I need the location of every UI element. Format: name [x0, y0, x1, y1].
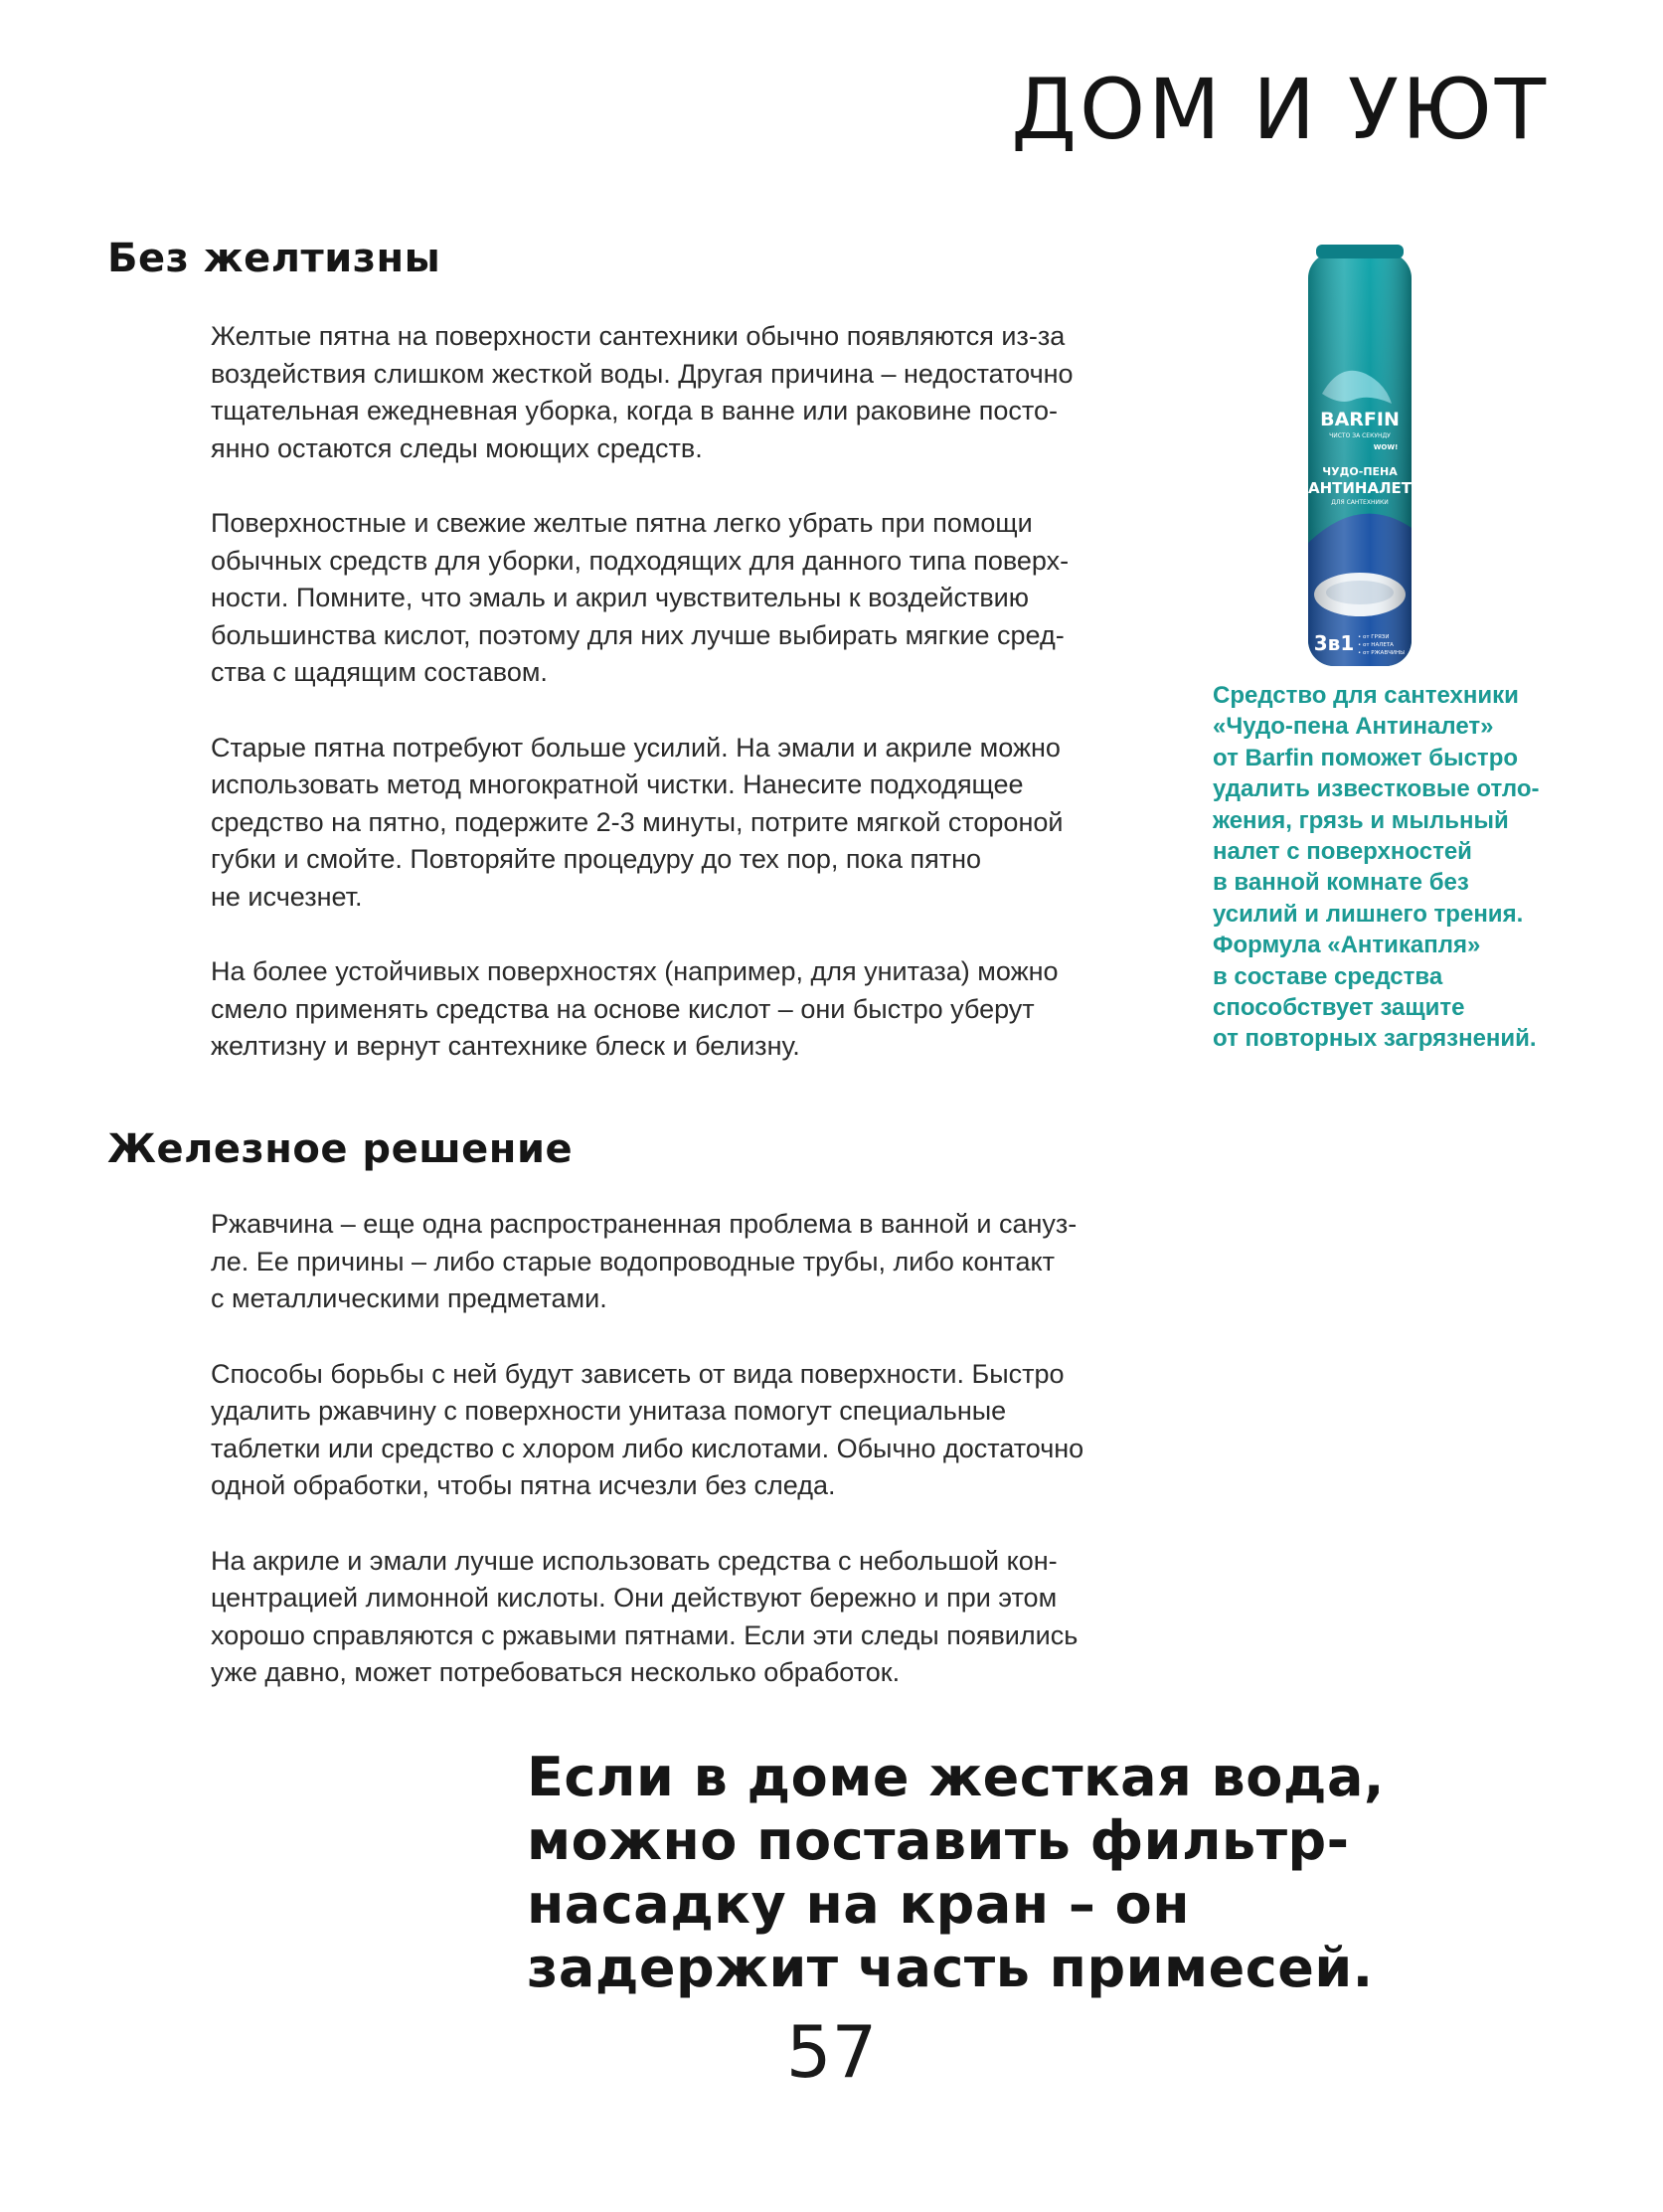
product-badge-line: • от ГРЯЗИ: [1358, 634, 1390, 640]
product-caption: [1213, 680, 1630, 1055]
text-line: янно остаются следы моющих средств.: [211, 432, 703, 463]
text-line: ности. Помните, что эмаль и акрил чувствительны к воздействию: [211, 583, 1029, 612]
product-spray-can-image: [1300, 245, 1419, 670]
product-badge-line: • от РЖАВЧИНЫ: [1358, 650, 1405, 656]
text-line: смело применять средства на основе кислот – они быстро уберут: [211, 993, 1035, 1024]
text-line: Желтые пятна на поверхности сантехники обычно появляются из-за: [211, 321, 1066, 351]
page-number: 57: [785, 2010, 878, 2094]
product-name-line2: АНТИНАЛЕТ: [1307, 479, 1413, 497]
text-line: хорошо справляются с ржавыми пятнами. Если эти следы появились: [211, 1619, 1079, 1650]
text-line: с металлическими предметами.: [211, 1283, 607, 1313]
paragraph: [211, 318, 1175, 467]
text-line: уже давно, может потребоваться несколько обработок.: [211, 1657, 901, 1687]
product-tagline-text: ЧИСТО ЗА СЕКУНДУ: [1329, 432, 1391, 439]
caption-line: усилий и лишнего трения.: [1213, 900, 1524, 928]
text-line: ле. Ее причины – либо старые водопроводные трубы, либо контакт: [211, 1246, 1055, 1276]
text-line: Старые пятна потребуют больше усилий. На эмали и акриле можно: [211, 732, 1061, 763]
text-line: Поверхностные и свежие желтые пятна легко убрать при помощи: [211, 508, 1033, 538]
caption-line: способствует защите: [1213, 994, 1465, 1022]
text-line: На акриле и эмали лучше использовать средства с небольшой кон-: [211, 1545, 1058, 1576]
caption-line: от Barfin поможет быстро: [1213, 744, 1519, 771]
caption-line: в составе средства: [1213, 962, 1443, 990]
product-name-line3: ДЛЯ САНТЕХНИКИ: [1331, 499, 1389, 506]
paragraph: [211, 1543, 1175, 1692]
paragraph: [211, 730, 1175, 917]
text-line: не исчезнет.: [211, 881, 363, 912]
caption-line: налет с поверхностей: [1213, 838, 1472, 866]
product-name-line1: ЧУДО-ПЕНА: [1322, 465, 1398, 478]
text-line: таблетки или средство с хлором либо кислотами. Обычно достаточно: [211, 1433, 1084, 1463]
caption-line: Средство для сантехники: [1213, 682, 1519, 709]
text-line: воздействия слишком жесткой воды. Другая причина – недостаточно: [211, 358, 1074, 389]
text-line: большинства кислот, поэтому для них лучше выбирать мягкие сред-: [211, 619, 1065, 650]
text-line: средство на пятно, подержите 2-3 минуты, потрите мягкой стороной: [211, 806, 1064, 837]
text-line: ства с щадящим составом.: [211, 657, 548, 687]
quote-line: можно поставить фильтр-: [527, 1809, 1350, 1872]
text-line: тщательная ежедневная уборка, когда в ванне или раковине посто-: [211, 396, 1058, 425]
paragraph: [211, 1356, 1175, 1505]
text-line: обычных средств для уборки, подходящих для данного типа поверх-: [211, 545, 1070, 576]
text-line: одной обработки, чтобы пятна исчезли без следа.: [211, 1470, 836, 1500]
article-body-yellowness: [211, 318, 1175, 1104]
text-line: Ржавчина – еще одна распространенная проблема в ванной и сануз-: [211, 1209, 1078, 1239]
text-line: губки и смойте. Повторяйте процедуру до тех пор, пока пятно: [211, 844, 981, 874]
product-wow-text: WOW!: [1373, 443, 1399, 451]
quote-line: задержит часть примесей.: [527, 1937, 1374, 1999]
text-line: Способы борьбы с ней будут зависеть от вида поверхности. Быстро: [211, 1358, 1065, 1389]
product-badge-text: 3в1: [1313, 631, 1355, 655]
quote-line: Если в доме жесткая вода,: [527, 1746, 1385, 1808]
heading-iron-solution: Железное решение: [107, 1126, 574, 1172]
article-body-rust: [211, 1206, 1175, 1730]
text-line: удалить ржавчину с поверхности унитаза помогут специальные: [211, 1396, 1007, 1426]
caption-line: Формула «Антикапля»: [1213, 932, 1481, 959]
product-brand-text: BARFIN: [1320, 409, 1400, 430]
caption-line: в ванной комнате без: [1213, 869, 1469, 897]
pull-quote: [527, 1746, 1620, 2000]
product-badge-line: • от НАЛЕТА: [1358, 642, 1394, 648]
caption-line: удалить известковые отло-: [1213, 775, 1540, 803]
paragraph: [211, 505, 1175, 692]
text-line: На более устойчивых поверхностях (например, для унитаза) можно: [211, 956, 1059, 986]
text-line: желтизну и вернут сантехнике блеск и белизну.: [211, 1031, 800, 1061]
heading-no-yellowness: Без желтизны: [107, 236, 441, 281]
quote-line: насадку на кран – он: [527, 1873, 1191, 1936]
text-line: использовать метод многократной чистки. Нанесите подходящее: [211, 769, 1024, 799]
text-line: центрацией лимонной кислоты. Они действуют бережно и при этом: [211, 1583, 1058, 1613]
caption-line: «Чудо-пена Антиналет»: [1213, 713, 1494, 741]
section-title: ДОМ И УЮТ: [1011, 61, 1549, 158]
caption-line: от повторных загрязнений.: [1213, 1025, 1537, 1053]
paragraph: [211, 1206, 1175, 1318]
paragraph: [211, 953, 1175, 1066]
caption-line: жения, грязь и мыльный: [1213, 806, 1509, 834]
